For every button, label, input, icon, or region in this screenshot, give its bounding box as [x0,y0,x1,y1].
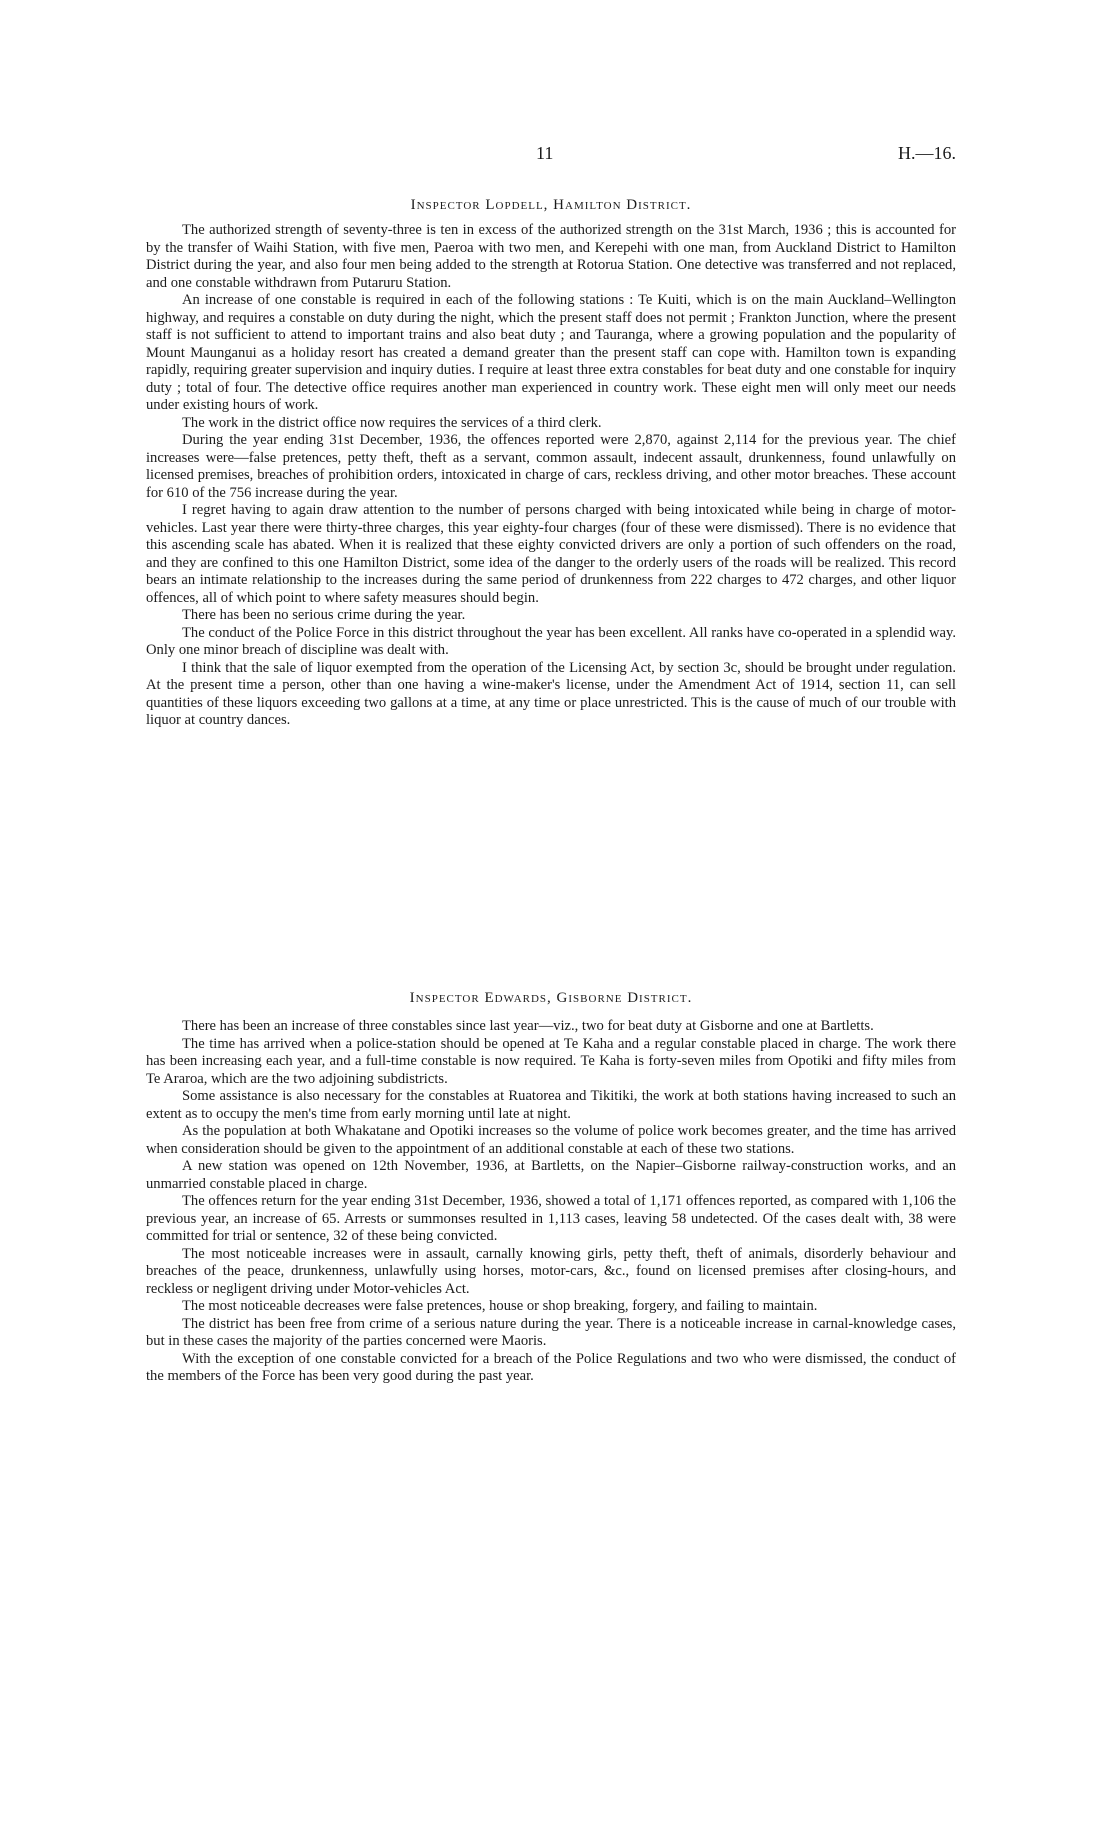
paragraph: With the exception of one constable convicted for a breach of the Police Regulations and two who were dismissed, the conduct of the members of the Force has been very good during the past year. [146,1350,956,1384]
paragraph: The time has arrived when a police-station should be opened at Te Kaha and a regular constable placed in charge. The work there has been increasing each year, and a full-time constable is now required. Te Kaha is forty-seven miles from Opotiki and fifty miles from Te Araroa, which are the two adjoining subdistricts. [146,1035,956,1087]
paragraph: The district has been free from crime of a serious nature during the year. There is a noticeable increase in carnal-knowledge cases, but in these cases the majority of the parties concerned were Maoris. [146,1315,956,1349]
section-title-hamilton: Inspector Lopdell, Hamilton District. [410,197,692,213]
section-gisborne-district [146,1018,956,1386]
paragraph: I regret having to again draw attention to the number of persons charged with being intoxicated while being in charge of motor-vehicles. Last year there were thirty-three charges, this year eighty-four charges (four of these were dismissed). There is no evidence that this ascending scale has abated. When it is realized that these eighty convicted drivers are only a portion of such offenders on the road, and they are confined to this one Hamilton District, some idea of the danger to the orderly users of the roads will be realized. This record bears an intimate relationship to the increases during the same period of drunkenness from 222 charges to 472 charges, and other liquor offences, all of which point to where safety measures should begin. [146,502,956,606]
section-hamilton-district [146,222,956,730]
paragraph: The conduct of the Police Force in this district throughout the year has been excellent. All ranks have co-operated in a splendid way. Only one minor breach of discipline was dealt with. [146,624,956,658]
page-number: 11 [536,143,554,163]
paragraph: The most noticeable increases were in assault, carnally knowing girls, petty theft, theft of animals, disorderly behaviour and breaches of the peace, drunkenness, unlawfully using horses, motor-cars, &c., found on licensed premises after closing-hours, and reckless or negligent driving under Motor-vehicles Act. [146,1245,956,1297]
paragraph: An increase of one constable is required in each of the following stations : Te Kuiti, which is on the main Auckland–Wellington highway, and requires a constable on duty during the night, which the present staff does not permit ; Frankton Junction, where the present staff is not sufficient to attend to important trains and also beat duty ; and Tauranga, where a growing population and the popularity of Mount Maunganui as a holiday resort has created a demand greater than the present staff can cope with. Hamilton town is expanding rapidly, requiring greater supervision and inquiry duties. I require at least three extra constables for beat duty and one constable for inquiry duty ; total of four. The detective office requires another man experienced in country work. These eight men will only meet our needs under existing hours of work. [146,292,956,413]
paragraph: There has been no serious crime during the year. [182,607,466,623]
section-title-gisborne: Inspector Edwards, Gisborne District. [409,990,693,1006]
paragraph: During the year ending 31st December, 1936, the offences reported were 2,870, against 2,114 for the previous year. The chief increases were—false pretences, petty theft, theft as a servant, common assault, indecent assault, drunkenness, found unlawfully on licensed premises, breaches of prohibition orders, intoxicated in charge of cars, reckless driving, and other motor breaches. These account for 610 of the 756 increase during the year. [146,432,956,501]
paragraph: The authorized strength of seventy-three is ten in excess of the authorized strength on the 31st March, 1936 ; this is accounted for by the transfer of Waihi Station, with five men, Paeroa with two men, and Kerepehi with one man, from Auckland District to Hamilton District during the year, and also four men being added to the strength at Rotorua Station. One detective was transferred and not replaced, and one constable withdrawn from Putaruru Station. [146,222,956,291]
paragraph: I think that the sale of liquor exempted from the operation of the Licensing Act, by section 3c, should be brought under regulation. At the present time a person, other than one having a wine-maker's license, under the Amendment Act of 1914, section 11, can sell quantities of these liquors exceeding two gallons at a time, at any time or place unrestricted. This is the cause of much of our trouble with liquor at country dances. [146,659,956,728]
paragraph: The offences return for the year ending 31st December, 1936, showed a total of 1,171 offences reported, as compared with 1,106 the previous year, an increase of 65. Arrests or summonses resulted in 1,113 cases, leaving 58 undetected. Of the cases dealt with, 38 were committed for trial or sentence, 32 of these being convicted. [146,1193,956,1244]
paragraph: As the population at both Whakatane and Opotiki increases so the volume of police work becomes greater, and the time has arrived when consideration should be given to the appointment of an additional constable at each of these two stations. [146,1123,956,1157]
paragraph: The work in the district office now requires the services of a third clerk. [182,414,602,431]
document-reference: H.—16. [898,143,956,163]
paragraph: There has been an increase of three constables since last year—viz., two for beat duty at Gisborne and one at Bartletts. [182,1018,874,1034]
paragraph: A new station was opened on 12th November, 1936, at Bartletts, on the Napier–Gisborne railway-construction works, and an unmarried constable placed in charge. [146,1158,956,1192]
paragraph: The most noticeable decreases were false pretences, house or shop breaking, forgery, and failing to maintain. [182,1298,818,1314]
page-header [146,143,956,167]
paragraph: Some assistance is also necessary for the constables at Ruatorea and Tikitiki, the work at both stations having increased to such an extent as to occupy the men's time from early morning until late at night. [146,1088,956,1122]
